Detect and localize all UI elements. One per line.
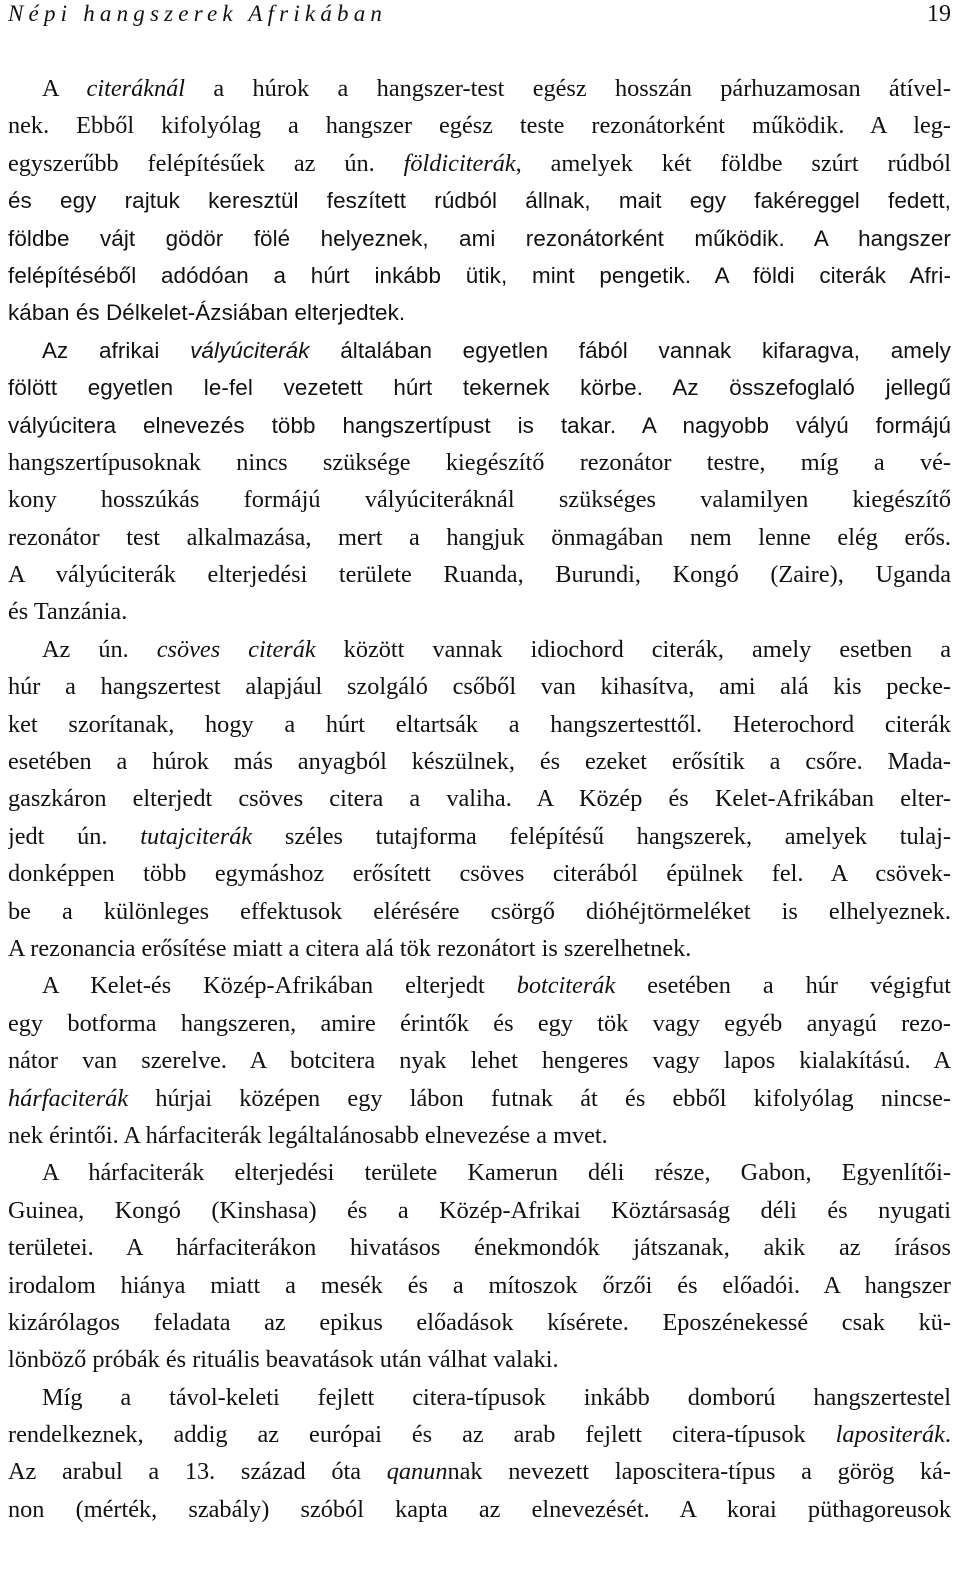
page-number: 19 <box>927 1 951 27</box>
text-line: be a különleges effektusok elérésére csörgő dióhéjtörmeléket is elhelyeznek. <box>8 897 951 925</box>
text-line: földbe vájt gödör fölé helyeznek, ami rezonátorként működik. A hangszer <box>8 225 951 251</box>
text-line: felépítéséből adódóan a húrt inkább ütik, mint pengetik. A földi citerák Afri- <box>8 262 951 288</box>
text-line: hárfaciterák húrjai középen egy lábon futnak át és ebből kifolyólag nincse- <box>8 1084 951 1112</box>
text-line: A citeráknál a húrok a hangszer-test egész hosszán párhuzamosan átível- <box>42 75 951 102</box>
body-text <box>8 70 951 1528</box>
text-line: és egy rajtuk keresztül feszített rúdból állnak, mait egy fakéreggel fedett, <box>8 188 951 214</box>
text-line: egy botforma hangszeren, amire érintők és egy tök vagy egyéb anyagú rezo- <box>8 1009 951 1037</box>
text-line: Az ún. csöves citerák között vannak idiochord citerák, amely esetben a <box>42 635 951 663</box>
text-line: ket szorítanak, hogy a húrt eltartsák a hangszertesttől. Heterochord citerák <box>8 710 951 738</box>
text-line: rezonátor test alkalmazása, mert a hangjuk önmagában nem lenne elég erős. <box>8 523 951 551</box>
text-line: non (mérték, szabály) szóból kapta az elnevezését. A korai püthagoreusok <box>8 1495 951 1523</box>
text-line: kában és Délkelet-Ázsiában elterjedtek. <box>8 300 406 326</box>
running-header <box>8 0 951 40</box>
document-page <box>8 0 951 1528</box>
text-line: kony hosszúkás formájú vályúciteráknál szükséges valamilyen kiegészítő <box>8 486 951 514</box>
text-line: lönböző próbák és rituális beavatások után válhat valaki. <box>8 1346 559 1374</box>
text-line: Míg a távol-keleti fejlett citera-típusok inkább domború hangszertestel <box>42 1383 951 1411</box>
text-line: A hárfaciterák elterjedési területe Kamerun déli része, Gabon, Egyenlítői- <box>42 1159 951 1187</box>
text-line: A rezonancia erősítése miatt a citera alá tök rezonátort is szerelhetnek. <box>8 934 692 962</box>
text-line: hangszertípusoknak nincs szüksége kiegészítő rezonátor testre, míg a vé- <box>8 448 951 476</box>
text-line: donképpen több egymáshoz erősített csöves citerából épülnek fel. A csövek- <box>8 860 951 888</box>
text-line: esetében a húrok más anyagból készülnek, és ezeket erősítik a csőre. Mada- <box>8 748 951 776</box>
text-line: és Tanzánia. <box>8 598 128 626</box>
text-line: nek érintői. A hárfaciterák legáltalánosabb elnevezése a mvet. <box>8 1121 608 1149</box>
text-line: gaszkáron elterjedt csöves citera a valiha. A Közép és Kelet-Afrikában elter- <box>8 785 951 813</box>
text-line: területei. A hárfaciterákon hivatásos énekmondók játszanak, akik az írásos <box>8 1234 951 1262</box>
running-title: Népi hangszerek Afrikában <box>8 1 388 26</box>
text-line: rendelkeznek, addig az európai és az arab fejlett citera-típusok lapositerák. <box>8 1421 951 1449</box>
text-line: húr a hangszertest alapjául szolgáló csőből van kihasítva, ami alá kis pecke- <box>8 673 951 701</box>
text-line: nek. Ebből kifolyólag a hangszer egész teste rezonátorként működik. A leg- <box>8 112 951 140</box>
text-line: Az arabul a 13. század óta qanunnak nevezett laposcitera-típus a görög ká- <box>8 1458 951 1486</box>
text-line: egyszerűbb felépítésűek az ún. földiciterák, amelyek két földbe szúrt rúdból <box>8 149 951 177</box>
text-line: A vályúciterák elterjedési területe Ruanda, Burundi, Kongó (Zaire), Uganda <box>8 561 951 589</box>
text-line: Guinea, Kongó (Kinshasa) és a Közép-Afrikai Köztársaság déli és nyugati <box>8 1196 951 1224</box>
text-line: nátor van szerelve. A botcitera nyak lehet hengeres vagy lapos kialakítású. A <box>8 1047 951 1075</box>
text-line: jedt ún. tutajciterák széles tutajforma felépítésű hangszerek, amelyek tulaj- <box>8 822 951 850</box>
text-line: irodalom hiánya miatt a mesék és a mítoszok őrzői és előadói. A hangszer <box>8 1271 951 1299</box>
text-line: kizárólagos feladata az epikus előadások kísérete. Eposzénekessé csak kü- <box>8 1308 951 1336</box>
text-line: fölött egyetlen le-fel vezetett húrt tekernek körbe. Az összefoglaló jellegű <box>8 375 951 401</box>
text-line: A Kelet-és Közép-Afrikában elterjedt botciterák esetében a húr végigfut <box>42 972 951 1000</box>
text-line: vályúcitera elnevezés több hangszertípust is takar. A nagyobb vályú formájú <box>8 412 951 438</box>
text-line: Az afrikai vályúciterák általában egyetlen fából vannak kifaragva, amely <box>42 337 951 363</box>
